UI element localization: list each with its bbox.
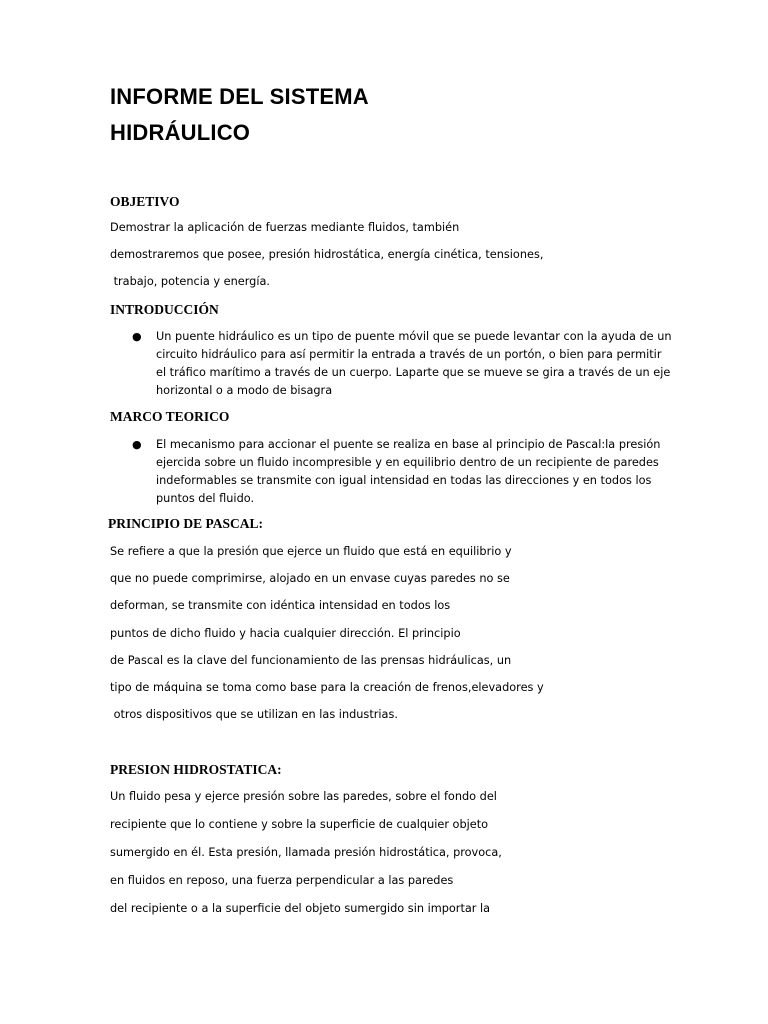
- marco-heading: MARCO TEORICO: [110, 409, 230, 424]
- hidrostatica-line: en fluidos en reposo, una fuerza perpendicular a las paredes: [110, 874, 454, 887]
- introduccion-heading: INTRODUCCIÓN: [110, 302, 219, 317]
- objetivo-line: Demostrar la aplicación de fuerzas mediante fluidos, también: [110, 221, 460, 234]
- objetivo-heading: OBJETIVO: [110, 194, 180, 209]
- marco-bullet-text: El mecanismo para accionar el puente se realiza en base al principio de Pascal:la presión ejercida sobre un fluido incompresible y en equilibrio dentro de un recipiente de paredes indeformables se transmite con igual intensidad en todas las direcciones y en todos los puntos del fluido.: [156, 438, 661, 505]
- marco-bullet: [132, 436, 672, 508]
- pascal-line: deforman, se transmite con idéntica intensidad en todos los: [110, 599, 451, 612]
- objetivo-line: demostraremos que posee, presión hidrostática, energía cinética, tensiones,: [110, 248, 544, 261]
- hidrostatica-line: del recipiente o a la superficie del objeto sumergido sin importar la: [110, 902, 491, 915]
- pascal-line: Se refiere a que la presión que ejerce un fluido que está en equilibrio y: [110, 545, 512, 558]
- hidrostatica-line: sumergido en él. Esta presión, llamada presión hidrostática, provoca,: [110, 846, 502, 859]
- document-title-line-1: INFORME DEL SISTEMA: [110, 84, 369, 109]
- pascal-heading: PRINCIPIO DE PASCAL:: [108, 516, 264, 531]
- objetivo-line: trabajo, potencia y energía.: [110, 275, 271, 288]
- introduccion-bullet: [132, 328, 672, 400]
- bullet-icon: ●: [132, 330, 142, 343]
- pascal-line: otros dispositivos que se utilizan en las industrias.: [110, 708, 398, 721]
- pascal-line: de Pascal es la clave del funcionamiento de las prensas hidráulicas, un: [110, 654, 512, 667]
- hidrostatica-heading: PRESION HIDROSTATICA:: [110, 762, 282, 777]
- introduccion-bullet-text: Un puente hidráulico es un tipo de puente móvil que se puede levantar con la ayuda de un circuito hidráulico para así permitir la entrada a través de un portón, o bien para permitir el tráfico marítimo a través de un cuerpo. Laparte que se mueve se gira a través de un eje horizontal o a modo de bisagra: [156, 330, 672, 397]
- hidrostatica-line: Un fluido pesa y ejerce presión sobre las paredes, sobre el fondo del: [110, 790, 497, 803]
- hidrostatica-line: recipiente que lo contiene y sobre la superficie de cualquier objeto: [110, 818, 489, 831]
- pascal-line: tipo de máquina se toma como base para la creación de frenos,elevadores y: [110, 681, 544, 694]
- pascal-line: puntos de dicho fluido y hacia cualquier dirección. El principio: [110, 627, 461, 640]
- pascal-line: que no puede comprimirse, alojado en un envase cuyas paredes no se: [110, 572, 510, 585]
- bullet-icon: ●: [132, 438, 142, 451]
- document-title-line-2: HIDRÁULICO: [110, 120, 251, 145]
